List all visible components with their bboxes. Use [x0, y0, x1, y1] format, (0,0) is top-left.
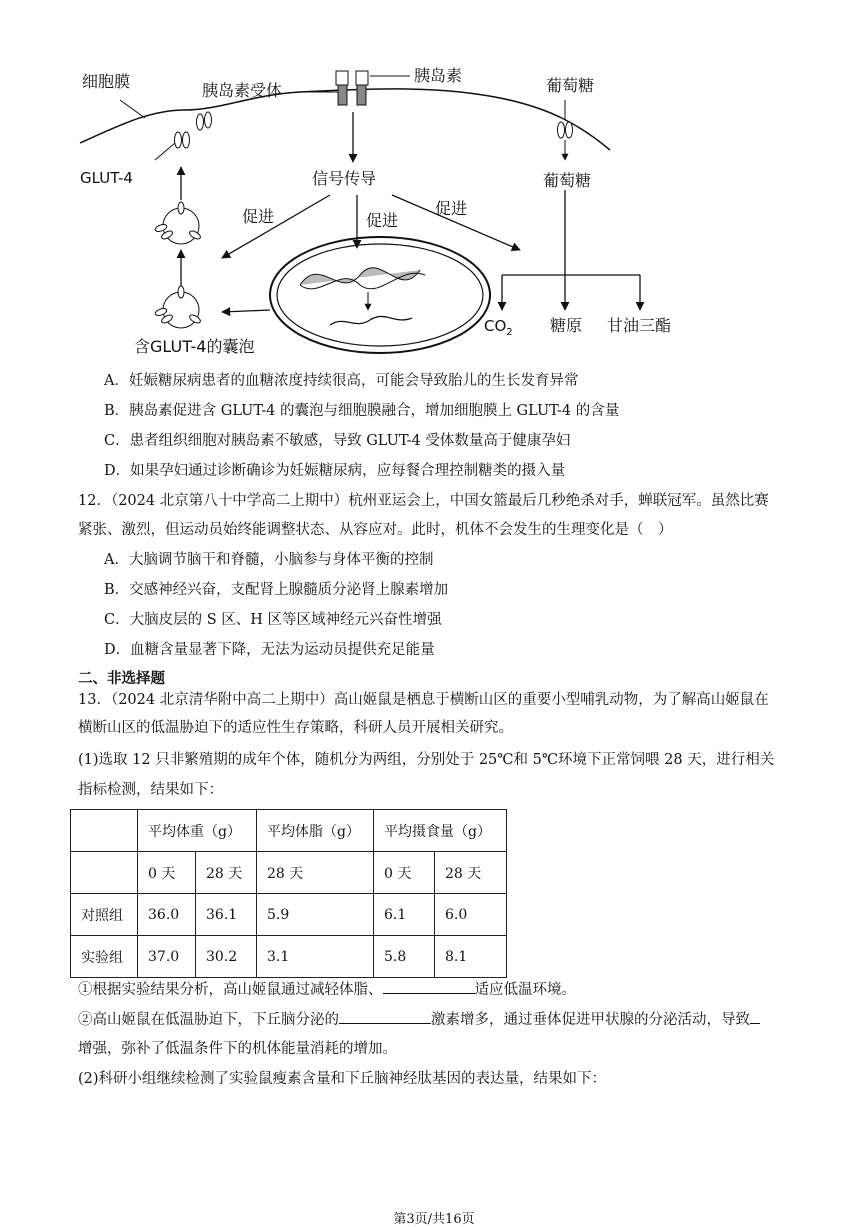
- mitochondrion-shape: [270, 237, 490, 353]
- q12-option-a: A．大脑调节脑干和脊髓，小脑参与身体平衡的控制: [104, 552, 434, 568]
- table-cell: 30.2: [196, 936, 257, 978]
- page-footer: 第3页/共16页: [393, 1212, 475, 1227]
- section-title: 二、非选择题: [78, 671, 165, 687]
- cell-membrane-label: 细胞膜: [82, 72, 131, 91]
- table-header: 平均体脂（g）: [257, 810, 374, 852]
- table-cell: 6.1: [374, 894, 435, 936]
- q13-part1-line1: (1)选取 12 只非繁殖期的成年个体，随机分为两组，分别处于 25℃和 5℃环境下正常饲喂 28 天，进行相关: [78, 752, 775, 768]
- insulin-receptor-label: 胰岛素受体: [202, 81, 283, 100]
- q11-option-b: B．胰岛素促进含 GLUT-4 的囊泡与细胞膜融合，增加细胞膜上 GLUT-4 的含量: [104, 403, 620, 419]
- q12-stem-line1: 12．（2024 北京第八十中学高二上期中）杭州亚运会上，中国女篮最后几秒绝杀对手，蝉联冠军。虽然比赛: [78, 493, 769, 509]
- vesicle-label: 含GLUT-4的囊泡: [134, 337, 255, 356]
- q13-part1-line2: 指标检测，结果如下：: [78, 782, 223, 798]
- q13-sub2: [78, 1009, 760, 1030]
- glycogen-label: 糖原: [550, 316, 583, 335]
- table-subheader: 0 天: [138, 852, 196, 894]
- table-subheader: 28 天: [435, 852, 507, 894]
- table-header-row: [71, 810, 507, 852]
- q13-part2-line1: (2)科研小组继续检测了实验鼠瘦素含量和下丘脑神经肽基因的表达量，结果如下：: [78, 1071, 607, 1087]
- table-corner-cell: [71, 810, 138, 852]
- q13-sub1-after: 适应低温环境。: [474, 982, 576, 998]
- q13-sub2-before: ②高山姬鼠在低温胁迫下，下丘脑分泌的: [78, 1012, 339, 1028]
- q13-sub2-after: 激素增多，通过垂体促进甲状腺的分泌活动，导致: [431, 1012, 750, 1028]
- q12-option-d: D．血糖含量显著下降，无法为运动员提供充足能量: [104, 642, 435, 658]
- promote-label-right: 促进: [435, 199, 468, 218]
- co2-label: $CO_2$: [484, 317, 513, 338]
- promote-label-left: 促进: [242, 207, 275, 226]
- insulin-label: 胰岛素: [414, 66, 463, 85]
- q13-sub1: [78, 979, 576, 1000]
- table-subheader: 28 天: [196, 852, 257, 894]
- glucose-mid-label: 葡萄糖: [543, 171, 592, 190]
- glucose-transporter-shape: [558, 122, 573, 138]
- triglyceride-label: 甘油三酯: [607, 316, 672, 335]
- results-table: [70, 809, 507, 978]
- q11-option-d: D．如果孕妇通过诊断确诊为妊娠糖尿病，应每餐合理控制糖类的摄入量: [104, 463, 566, 479]
- q12-stem-line2: 紧张、激烈，但运动员始终能调整状态、从容应对。此时，机体不会发生的生理变化是（ ）: [78, 522, 673, 538]
- q13-sub1-before: ①根据实验结果分析，高山姬鼠通过减轻体脂、: [78, 982, 383, 998]
- glut4-label: GLUT-4: [80, 169, 133, 187]
- membrane-label-leader: [120, 100, 145, 118]
- table-header: 平均体重（g）: [138, 810, 257, 852]
- table-cell: 5.8: [374, 936, 435, 978]
- table-header: 平均摄食量（g）: [374, 810, 507, 852]
- table-subheader: 28 天: [257, 852, 374, 894]
- vesicle-lower: [154, 286, 201, 328]
- table-cell: 3.1: [257, 936, 374, 978]
- answer-blank-3[interactable]: [750, 1009, 760, 1024]
- table-cell: 6.0: [435, 894, 507, 936]
- signal-label: 信号传导: [312, 169, 377, 188]
- q12-option-c: C．大脑皮层的 S 区、H 区等区域神经元兴奋性增强: [104, 612, 442, 628]
- q11-option-c: C．患者组织细胞对胰岛素不敏感，导致 GLUT-4 受体数量高于健康孕妇: [104, 433, 571, 449]
- insulin-glut4-diagram: [0, 0, 868, 365]
- table-row: [71, 894, 507, 936]
- table-cell: 37.0: [138, 936, 196, 978]
- q13-sub2-line2: 增强，弥补了低温条件下的机体能量消耗的增加。: [78, 1041, 397, 1057]
- glut4-membrane-shape: [175, 112, 212, 148]
- row-label: 实验组: [71, 936, 138, 978]
- table-cell: 8.1: [435, 936, 507, 978]
- insulin-receptor-shape: [336, 71, 368, 105]
- row-label: 对照组: [71, 894, 138, 936]
- table-empty-cell: [71, 852, 138, 894]
- table-subheader: 0 天: [374, 852, 435, 894]
- q12-option-b: B．交感神经兴奋，支配肾上腺髓质分泌肾上腺素增加: [104, 582, 449, 598]
- table-row: [71, 936, 507, 978]
- glucose-top-label: 葡萄糖: [546, 76, 595, 95]
- table-cell: 5.9: [257, 894, 374, 936]
- answer-blank-1[interactable]: [383, 979, 475, 994]
- table-cell: 36.0: [138, 894, 196, 936]
- vesicle-upper: [154, 202, 201, 244]
- q11-option-a: A．妊娠糖尿病患者的血糖浓度持续很高，可能会导致胎儿的生长发育异常: [104, 373, 579, 389]
- answer-blank-2[interactable]: [339, 1009, 431, 1024]
- q13-stem-line2: 横断山区的低温胁迫下的适应性生存策略，科研人员开展相关研究。: [78, 720, 513, 736]
- q13-stem-line1: 13．（2024 北京清华附中高二上期中）高山姬鼠是栖息于横断山区的重要小型哺乳动物，为了解高山姬鼠在: [78, 692, 769, 708]
- table-subheader-row: [71, 852, 507, 894]
- promote-label-mid: 促进: [366, 211, 399, 230]
- table-cell: 36.1: [196, 894, 257, 936]
